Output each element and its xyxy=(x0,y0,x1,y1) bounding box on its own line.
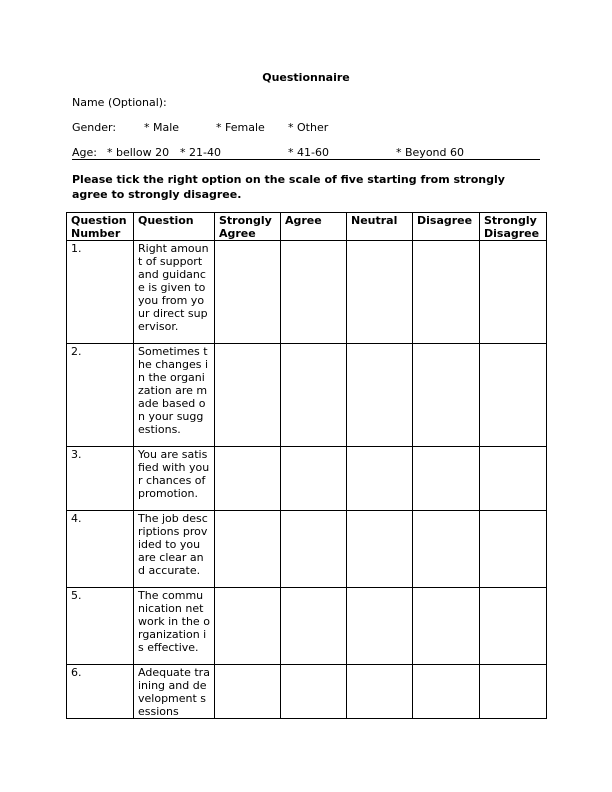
gender-option-male[interactable]: * Male xyxy=(144,121,180,134)
option-strongly-disagree-cell[interactable] xyxy=(480,241,547,344)
age-option-41-60[interactable]: * 41-60 xyxy=(288,146,329,159)
option-strongly-agree-cell[interactable] xyxy=(215,511,281,588)
option-disagree-cell[interactable] xyxy=(413,241,480,344)
option-agree-cell[interactable] xyxy=(281,588,347,665)
option-neutral-cell[interactable] xyxy=(347,511,413,588)
table-row xyxy=(67,588,547,665)
question-text: Adequate training and development sessions xyxy=(134,665,215,719)
page-title: Questionnaire xyxy=(262,71,350,84)
option-neutral-cell[interactable] xyxy=(347,344,413,447)
table-row xyxy=(67,665,547,719)
option-agree-cell[interactable] xyxy=(281,511,347,588)
question-text: The communication network in the organization is effective. xyxy=(134,588,215,665)
header-question: Question xyxy=(134,213,215,241)
question-number: 3. xyxy=(67,447,134,511)
option-neutral-cell[interactable] xyxy=(347,241,413,344)
table-row xyxy=(67,511,547,588)
option-strongly-agree-cell[interactable] xyxy=(215,344,281,447)
option-agree-cell[interactable] xyxy=(281,447,347,511)
instruction-text: Please tick the right option on the scale of five starting from strongly agree to strongly disagree. xyxy=(72,173,505,201)
name-field-label[interactable]: Name (Optional): xyxy=(72,96,167,109)
header-neutral: Neutral xyxy=(347,213,413,241)
question-number: 2. xyxy=(67,344,134,447)
table-row xyxy=(67,241,547,344)
header-disagree: Disagree xyxy=(413,213,480,241)
age-option-21-40[interactable]: * 21-40 xyxy=(180,146,221,159)
age-option-beyond-60[interactable]: * Beyond 60 xyxy=(396,146,464,159)
option-strongly-disagree-cell[interactable] xyxy=(480,665,547,719)
option-disagree-cell[interactable] xyxy=(413,511,480,588)
question-text: Right amount of support and guidance is given to you from your direct supervisor. xyxy=(134,241,215,344)
question-number: 4. xyxy=(67,511,134,588)
option-agree-cell[interactable] xyxy=(281,344,347,447)
table-row xyxy=(67,447,547,511)
option-strongly-disagree-cell[interactable] xyxy=(480,344,547,447)
option-strongly-disagree-cell[interactable] xyxy=(480,588,547,665)
option-neutral-cell[interactable] xyxy=(347,665,413,719)
age-option-below-20[interactable]: * bellow 20 xyxy=(107,146,170,159)
option-strongly-disagree-cell[interactable] xyxy=(480,447,547,511)
option-strongly-disagree-cell[interactable] xyxy=(480,511,547,588)
option-disagree-cell[interactable] xyxy=(413,665,480,719)
age-label: Age: xyxy=(72,146,97,159)
question-text: You are satisfied with your chances of promotion. xyxy=(134,447,215,511)
header-question-number: Question Number xyxy=(67,213,134,241)
gender-option-other[interactable]: * Other xyxy=(288,121,329,134)
questionnaire-table xyxy=(66,212,547,719)
question-text: Sometimes the changes in the organization are made based on your suggestions. xyxy=(134,344,215,447)
question-text: The job descriptions provided to you are clear and accurate. xyxy=(134,511,215,588)
option-disagree-cell[interactable] xyxy=(413,344,480,447)
option-agree-cell[interactable] xyxy=(281,241,347,344)
question-number: 5. xyxy=(67,588,134,665)
option-disagree-cell[interactable] xyxy=(413,447,480,511)
option-neutral-cell[interactable] xyxy=(347,447,413,511)
option-disagree-cell[interactable] xyxy=(413,588,480,665)
gender-option-female[interactable]: * Female xyxy=(216,121,265,134)
option-strongly-agree-cell[interactable] xyxy=(215,665,281,719)
gender-label: Gender: xyxy=(72,121,117,134)
divider xyxy=(72,159,540,160)
option-agree-cell[interactable] xyxy=(281,665,347,719)
option-strongly-agree-cell[interactable] xyxy=(215,241,281,344)
option-strongly-agree-cell[interactable] xyxy=(215,588,281,665)
table-row xyxy=(67,344,547,447)
option-strongly-agree-cell[interactable] xyxy=(215,447,281,511)
option-neutral-cell[interactable] xyxy=(347,588,413,665)
header-strongly-disagree: Strongly Disagree xyxy=(480,213,547,241)
header-strongly-agree: Strongly Agree xyxy=(215,213,281,241)
header-agree: Agree xyxy=(281,213,347,241)
table-header-row xyxy=(67,213,547,241)
question-number: 1. xyxy=(67,241,134,344)
question-number: 6. xyxy=(67,665,134,719)
